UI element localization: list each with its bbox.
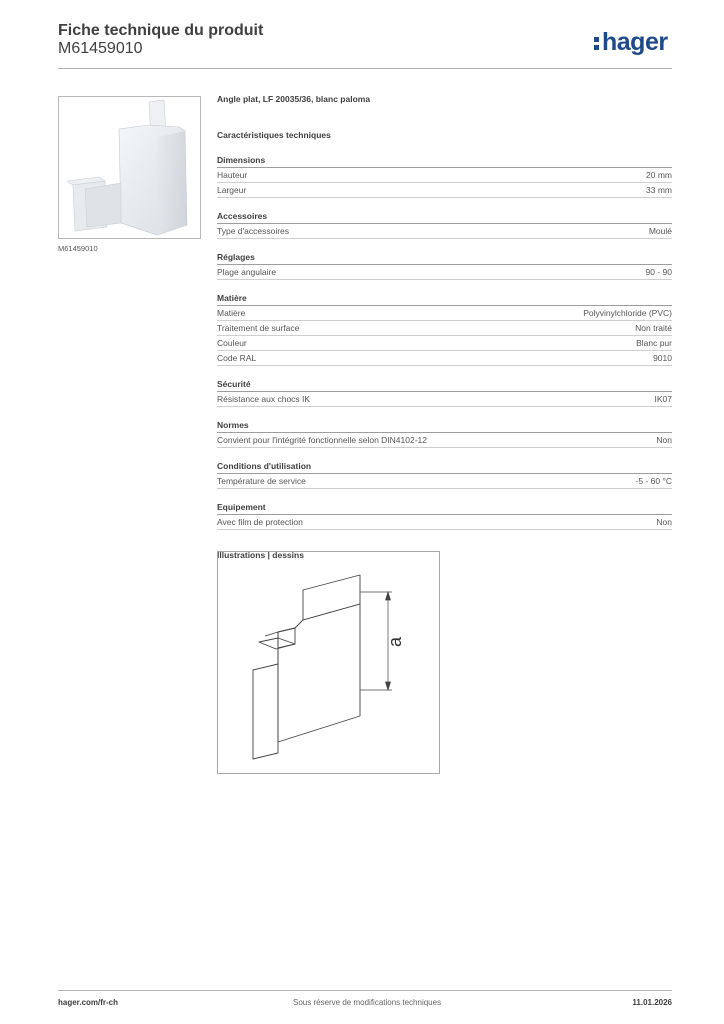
spec-label: Résistance aux chocs IK [217,394,311,404]
spec-value: IK07 [654,394,672,404]
spec-label: Hauteur [217,170,248,180]
spec-value: Non [656,435,672,445]
drawing-side-plate [253,664,278,759]
spec-label: Convient pour l'intégrité fonctionnelle selon DIN4102-12 [217,435,428,445]
spec-label: Couleur [217,338,247,348]
technical-drawing [217,551,440,774]
product-photo-illustration [59,97,200,238]
spec-value: -5 - 60 °C [635,476,672,486]
spec-row [217,433,672,448]
spec-label: Avec film de protection [217,517,303,527]
section-title: Caractéristiques techniques [217,130,331,140]
spec-row [217,336,672,351]
spec-value: 33 mm [646,185,672,195]
drawing-svg [218,552,439,773]
spec-label: Traitement de surface [217,323,300,333]
spec-row [217,168,672,183]
product-reference: M61459010 [58,40,143,57]
spec-value: 9010 [653,353,672,363]
spec-row [217,515,672,530]
spec-value: Non traité [635,323,672,333]
spec-value: Non [656,517,672,527]
product-name: Angle plat, LF 20035/36, blanc paloma [217,94,371,104]
spec-group-title: Matière [217,291,672,306]
spec-row [217,351,672,366]
illustrations-title: Illustrations | dessins [217,550,304,560]
spec-value: 90 - 90 [645,267,672,277]
drawing-main-face [278,604,360,742]
product-image-caption: M61459010 [58,244,98,253]
spec-row [217,224,672,239]
spec-group-title: Conditions d'utilisation [217,459,672,474]
product-image [58,96,201,239]
hager-logo [594,28,668,57]
spec-label: Type d'accessoires [217,226,290,236]
dimension-label: a [385,636,405,648]
drawing-top-flange [303,575,360,620]
spec-value: 20 mm [646,170,672,180]
footer-date: 11.01.2026 [632,998,672,1007]
spec-label: Plage angulaire [217,267,277,277]
footer-website-link[interactable]: hager.com/fr-ch [58,998,119,1007]
spec-row [217,474,672,489]
logo-dots-icon [594,32,600,50]
spec-label: Matière [217,308,246,318]
spec-row [217,321,672,336]
spec-row [217,392,672,407]
spec-group-title: Réglages [217,250,672,265]
spec-value: Moulé [648,226,672,236]
spec-group-title: Sécurité [217,377,672,392]
drawing-side-tab [259,638,295,649]
spec-label: Code RAL [217,353,257,363]
logo-text: hager [602,28,668,56]
spec-row [217,183,672,198]
page-title: Fiche technique du produit [58,22,264,39]
spec-groups [217,153,672,530]
spec-row [217,306,672,321]
spec-group-title: Normes [217,418,672,433]
spec-group-title: Accessoires [217,209,672,224]
spec-group-title: Equipement [217,500,672,515]
spec-label: Largeur [217,185,247,195]
spec-row [217,265,672,280]
spec-value: Polyvinylchloride (PVC) [583,308,672,318]
specification-panel [217,92,672,562]
spec-label: Température de service [217,476,306,486]
footer-divider [58,990,672,991]
spec-group-title: Dimensions [217,153,672,168]
spec-value: Blanc pur [636,338,672,348]
header-divider [58,68,672,69]
footer-notice: Sous réserve de modifications techniques [293,998,442,1007]
